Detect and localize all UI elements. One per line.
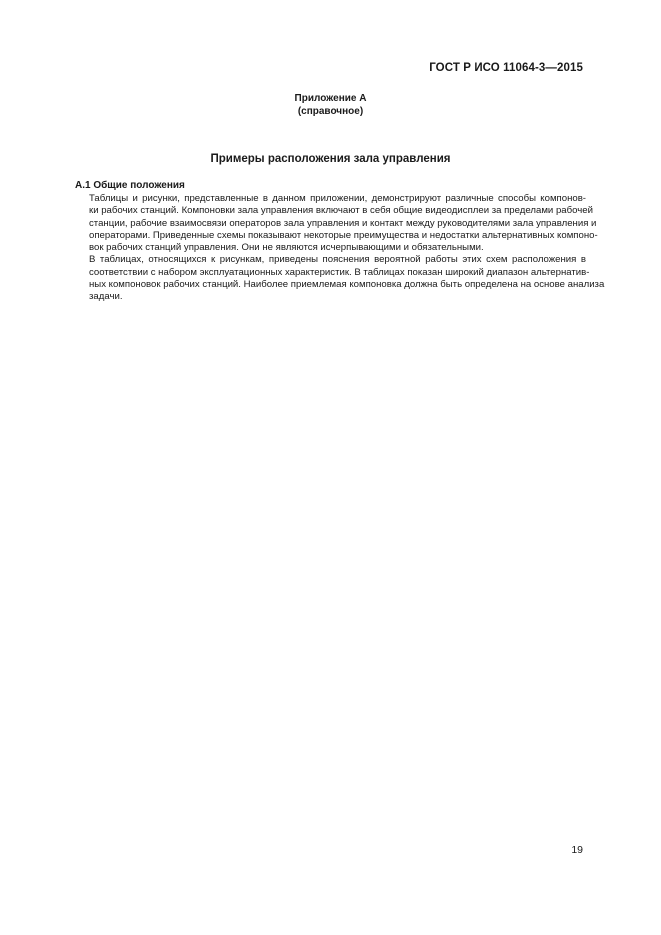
section-title: Примеры расположения зала управления (210, 153, 451, 165)
paragraph-line: станции, рабочие взаимосвязи операторов зала управления и контакт между руководителями зала управления и (89, 217, 597, 229)
paragraph-line: В таблицах, относящихся к рисункам, приведены пояснения вероятной работы этих схем расположения в (89, 254, 586, 266)
paragraph-line: вок рабочих станций управления. Они не являются исчерпывающими и обязательными. (89, 242, 484, 254)
annex-type: (справочное) (297, 106, 364, 117)
paragraph-line: Таблицы и рисунки, представленные в данном приложении, демонстрируют различные способы компонов- (89, 193, 586, 204)
paragraph-2 (75, 254, 605, 303)
document-code-header: ГОСТ Р ИСО 11064-3—2015 (429, 62, 583, 74)
body-text (75, 193, 605, 304)
annex-heading (0, 92, 661, 118)
paragraph-line: операторами. Приведенные схемы показывают некоторые преимущества и недостатки альтернативных компоно- (89, 229, 598, 241)
paragraph-1 (75, 193, 598, 254)
page-number: 19 (571, 844, 583, 856)
annex-title: Приложение А (294, 93, 367, 104)
subsection-title: А.1 Общие положения (75, 180, 185, 191)
paragraph-line: соответствии с набором эксплуатационных характеристик. В таблицах показан широкий диапазон альтернатив- (89, 266, 590, 278)
paragraph-line: ки рабочих станций. Компоновки зала управления включают в себя общие видеодисплеи за пределами рабочей (89, 205, 593, 217)
paragraph-line: задачи. (89, 291, 123, 303)
paragraph-line: ных компоновок рабочих станций. Наиболее приемлемая компоновка должна быть определена на основе анализа (89, 279, 605, 291)
